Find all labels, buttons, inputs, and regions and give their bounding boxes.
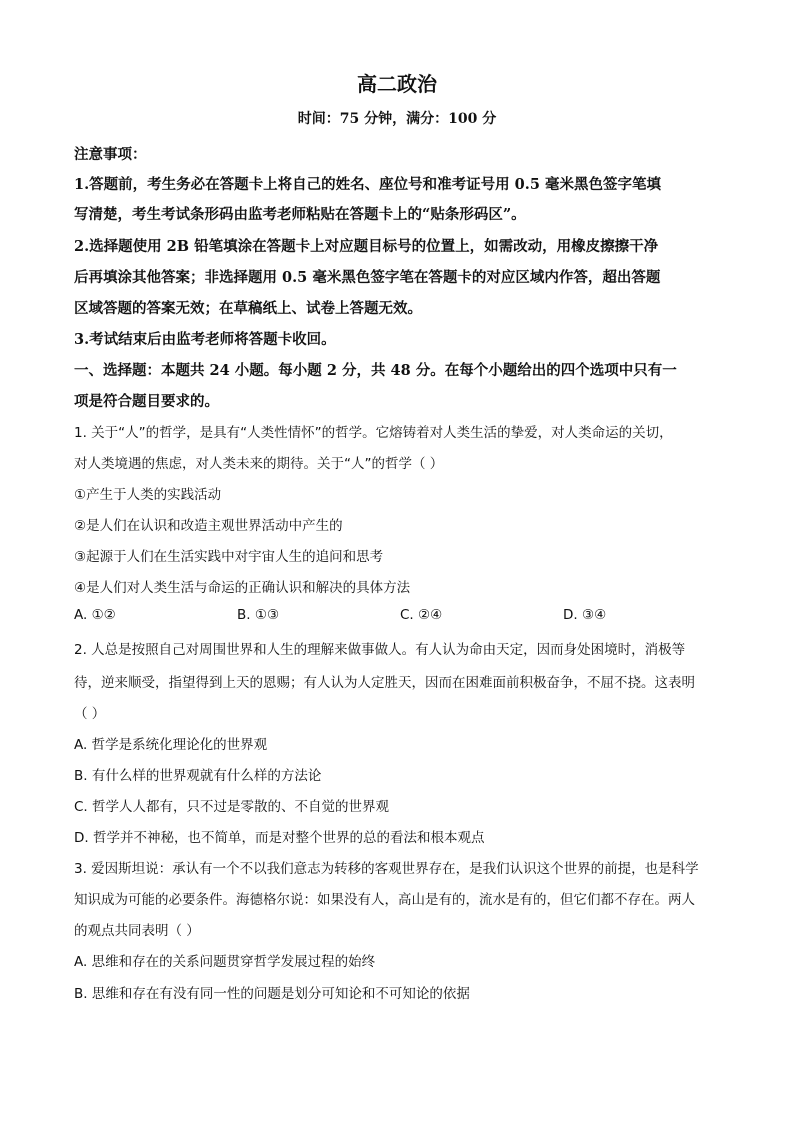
notice-line: 写清楚，考生考试条形码由监考老师粘贴在答题卡上的“贴条形码区”。 [74, 206, 526, 223]
notice-line: 3.考试结束后由监考老师将答题卡收回。 [74, 331, 336, 348]
question-1-statement: ②是人们在认识和改造主观世界活动中产生的 [74, 518, 343, 534]
question-3-line: 3. 爱因斯坦说：承认有一个不以我们意志为转移的客观世界存在，是我们认识这个世界的前提，也是科学 [74, 861, 699, 877]
option-a[interactable]: A. 思维和存在的关系问题贯穿哲学发展过程的始终 [74, 954, 376, 970]
notice-line: 后再填涂其他答案；非选择题用 0.5 毫米黑色签字笔在答题卡的对应区域内作答，超出答题 [74, 269, 661, 286]
option-b[interactable]: B. ①③ [237, 607, 280, 623]
option-d[interactable]: D. 哲学并不神秘，也不简单，而是对整个世界的总的看法和根本观点 [74, 830, 485, 846]
notice-line: 2.选择题使用 2B 铅笔填涂在答题卡上对应题目标号的位置上，如需改动，用橡皮擦擦干净 [74, 238, 659, 255]
notice-heading: 注意事项： [74, 146, 147, 163]
notice-line: 区域答题的答案无效；在草稿纸上、试卷上答题无效。 [74, 300, 422, 317]
notice-line: 1.答题前，考生务必在答题卡上将自己的姓名、座位号和准考证号用 0.5 毫米黑色签字笔填 [74, 176, 661, 193]
option-d[interactable]: D. ③④ [563, 607, 607, 623]
exam-time-score: 时间：75 分钟，满分：100 分 [297, 111, 497, 127]
option-a[interactable]: A. 哲学是系统化理论化的世界观 [74, 737, 268, 753]
option-b[interactable]: B. 思维和存在有没有同一性的问题是划分可知论和不可知论的依据 [74, 986, 470, 1002]
question-3-line: 的观点共同表明（ ） [74, 923, 200, 939]
question-1-statement: ④是人们对人类生活与命运的正确认识和解决的具体方法 [74, 580, 411, 596]
question-1-options [74, 607, 734, 623]
page-title: 高二政治 [357, 72, 437, 96]
option-c[interactable]: C. 哲学人人都有，只不过是零散的、不自觉的世界观 [74, 799, 390, 815]
option-a[interactable]: A. ①② [74, 607, 116, 623]
question-2-line: 2. 人总是按照自己对周围世界和人生的理解来做事做人。有人认为命由天定，因而身处困境时，消极等 [74, 642, 686, 658]
question-3-line: 知识成为可能的必要条件。海德格尔说：如果没有人，高山是有的，流水是有的，但它们都不存在。两人 [74, 892, 695, 908]
section-heading: 一、选择题：本题共 24 小题。每小题 2 分，共 48 分。在每个小题给出的四个选项中只有一 [74, 362, 677, 379]
question-1-statement: ③起源于人们在生活实践中对宇宙人生的追问和思考 [74, 549, 384, 565]
question-2-line: 待，逆来顺受，指望得到上天的恩赐；有人认为人定胜天，因而在困难面前积极奋争，不屈不挠。这表明 [74, 675, 695, 691]
option-c[interactable]: C. ②④ [400, 607, 443, 623]
question-1-statement: ①产生于人类的实践活动 [74, 487, 222, 503]
question-2-line: （ ） [74, 706, 106, 722]
option-b[interactable]: B. 有什么样的世界观就有什么样的方法论 [74, 768, 322, 784]
question-1-line: 1. 关于“人”的哲学，是具有“人类性情怀”的哲学。它熔铸着对人类生活的挚爱，对人类命运的关切， [74, 425, 673, 441]
question-1-line: 对人类境遇的焦虑，对人类未来的期待。关于“人”的哲学（ ） [74, 456, 444, 472]
section-heading: 项是符合题目要求的。 [74, 393, 219, 410]
